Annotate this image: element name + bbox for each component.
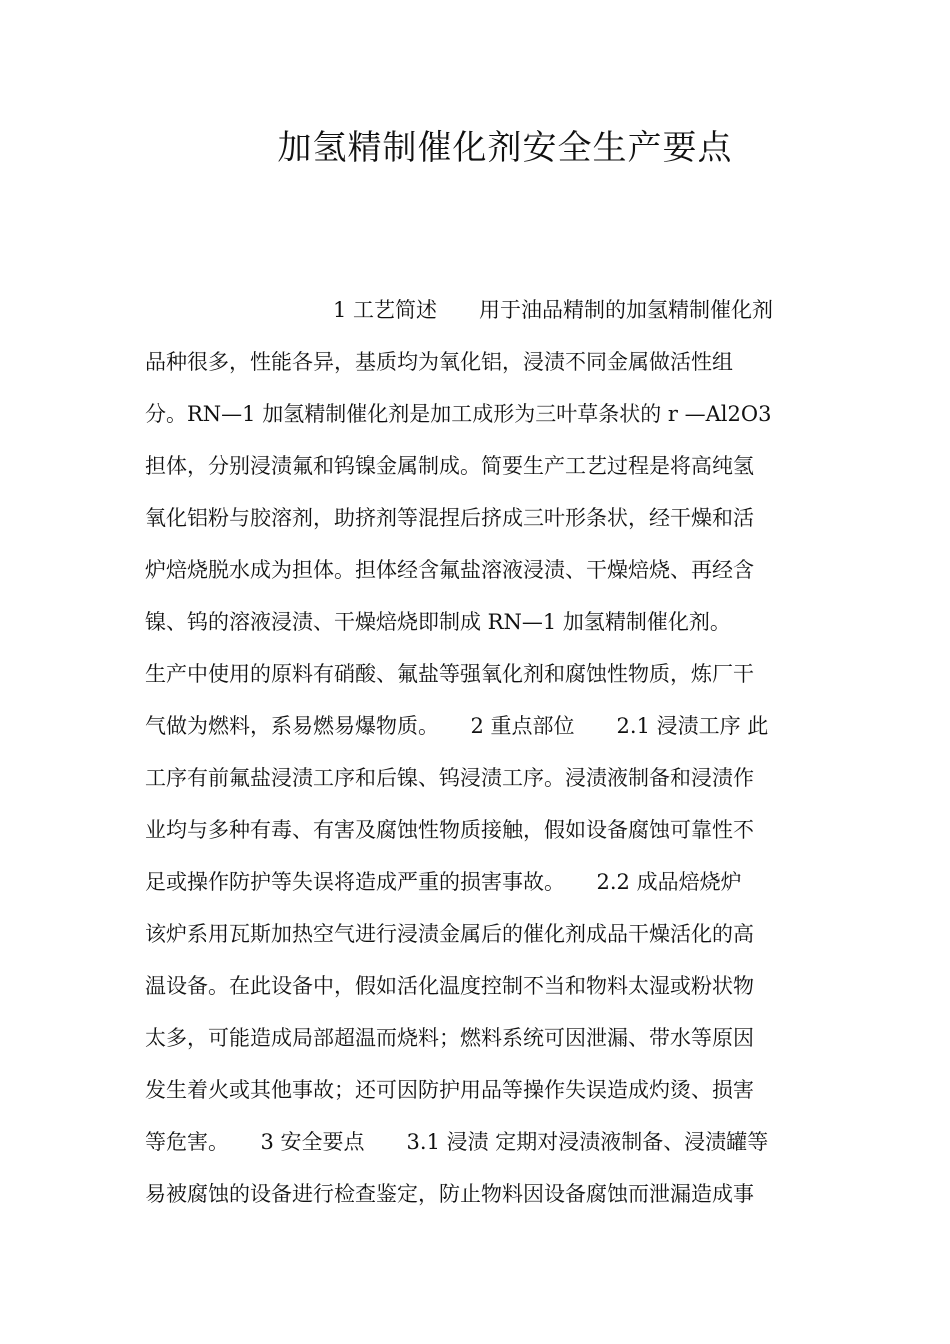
body-line: 1 工艺简述 用于油品精制的加氢精制催化剂: [333, 298, 774, 322]
body-line: 氧化铝粉与胶溶剂，助挤剂等混捏后挤成三叶形条状，经干燥和活: [145, 506, 754, 530]
body-line: 该炉系用瓦斯加热空气进行浸渍金属后的催化剂成品干燥活化的高: [145, 922, 754, 946]
body-line: 炉焙烧脱水成为担体。担体经含氟盐溶液浸渍、干燥焙烧、再经含: [145, 558, 754, 582]
body-line: 工序有前氟盐浸渍工序和后镍、钨浸渍工序。浸渍液制备和浸渍作: [145, 766, 754, 790]
body-line: 业均与多种有毒、有害及腐蚀性物质接触，假如设备腐蚀可靠性不: [145, 818, 754, 842]
body-line: 发生着火或其他事故；还可因防护用品等操作失误造成灼烫、损害: [145, 1078, 754, 1102]
document-body: [145, 290, 825, 1226]
body-line: 等危害。 3 安全要点 3.1 浸渍 定期对浸渍液制备、浸渍罐等: [145, 1130, 769, 1154]
body-line: 分。RN—1 加氢精制催化剂是加工成形为三叶草条状的 r —Al2O3: [145, 402, 772, 426]
body-line: 易被腐蚀的设备进行检查鉴定，防止物料因设备腐蚀而泄漏造成事: [145, 1182, 754, 1206]
document-title: 加氢精制催化剂安全生产要点: [277, 128, 733, 168]
body-line: 气做为燃料，系易燃易爆物质。 2 重点部位 2.1 浸渍工序 此: [145, 714, 769, 738]
body-line: 担体，分别浸渍氟和钨镍金属制成。简要生产工艺过程是将高纯氢: [145, 454, 754, 478]
body-line: 温设备。在此设备中，假如活化温度控制不当和物料太湿或粉状物: [145, 974, 754, 998]
body-line: 镍、钨的溶液浸渍、干燥焙烧即制成 RN—1 加氢精制催化剂。: [145, 610, 731, 634]
body-line: 太多，可能造成局部超温而烧料；燃料系统可因泄漏、带水等原因: [145, 1026, 754, 1050]
body-line: 品种很多，性能各异，基质均为氧化铝，浸渍不同金属做活性组: [145, 350, 733, 374]
body-line: 足或操作防护等失误将造成严重的损害事故。 2.2 成品焙烧炉: [145, 870, 742, 894]
body-line: 生产中使用的原料有硝酸、氟盐等强氧化剂和腐蚀性物质，炼厂干: [145, 662, 754, 686]
